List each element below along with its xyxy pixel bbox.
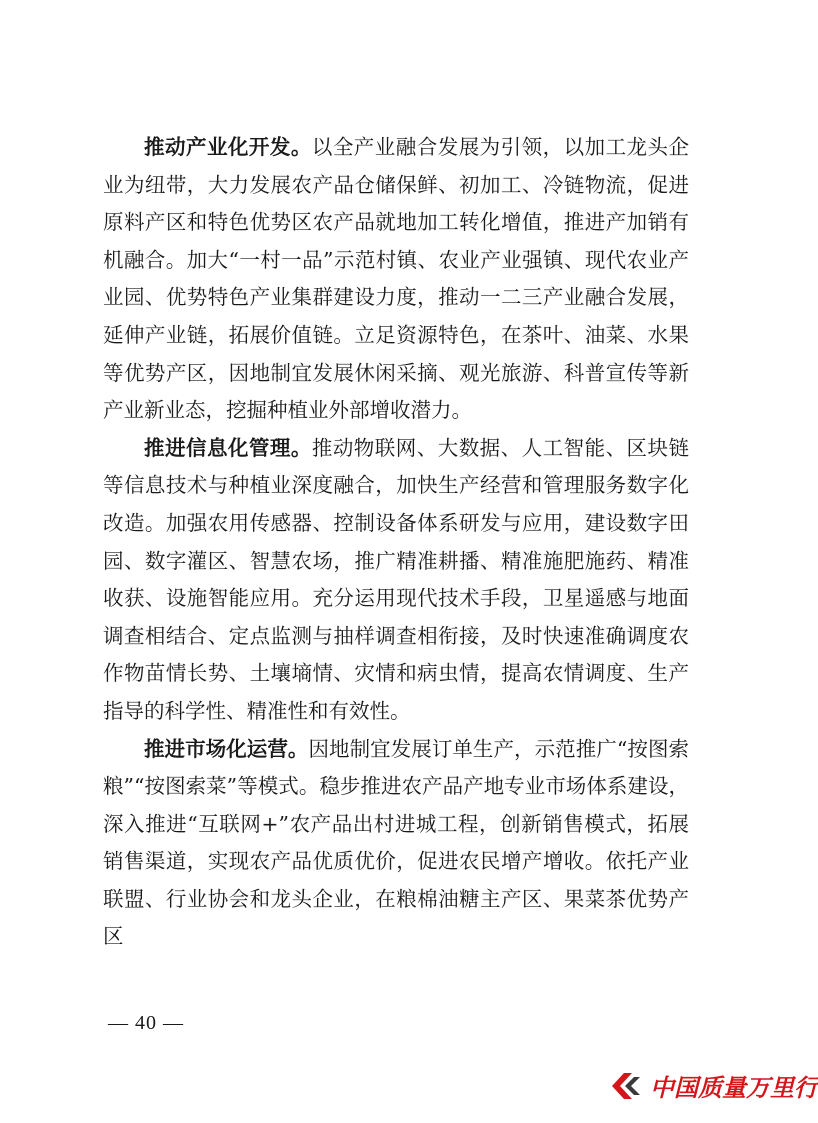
- page-number: — 40 —: [108, 1012, 184, 1034]
- paragraph-heading: 推进信息化管理。: [144, 435, 312, 460]
- paragraph-text: 因地制宜发展订单生产，示范推广“按图索粮”“按图索菜”等模式。稳步推进农产品产地专业市场体系建设，深入推进“互联网+”农产品出村进城工程，创新销售模式，拓展销售渠道，实现农产品优质优价，促进农民增产增收。依托产业联盟、行业协会和龙头企业，在粮棉油糖主产区、果菜茶优势产区: [103, 736, 689, 949]
- watermark: [610, 1068, 818, 1103]
- body-text: [103, 129, 689, 956]
- paragraph-heading: 推动产业化开发。: [144, 135, 312, 159]
- paragraph-informatization: [103, 430, 689, 731]
- paragraph-industrialization: [103, 129, 689, 430]
- paragraph-text: 以全产业融合发展为引领，以加工龙头企业为纽带，大力发展农产品仓储保鲜、初加工、冷链物流，促进原料产区和特色优势区农产品就地加工转化增值，推进产加销有机融合。加大“一村一品”示范村镇、农业产业强镇、现代农业产业园、优势特色产业集群建设力度，推动一二三产业融合发展，延伸产业链，拓展价值链。立足资源特色，在茶叶、油菜、水果等优势产区，因地制宜发展休闲采摘、观光旅游、科普宣传等新产业新业态，挖掘种植业外部增收潜力。: [103, 135, 690, 423]
- paragraph-text: 推动物联网、大数据、人工智能、区块链等信息技术与种植业深度融合，加快生产经营和管理服务数字化改造。加强农用传感器、控制设备体系研发与应用，建设数字田园、数字灌区、智慧农场，推广精准耕播、精准施肥施药、精准收获、设施智能应用。充分运用现代技术手段，卫星遥感与地面调查相结合、定点监测与抽样调查相衔接，及时快速准确调度农作物苗情长势、土壤墒情、灾情和病虫情，提高农情调度、生产指导的科学性、精准性和有效性。: [103, 435, 690, 723]
- watermark-text: 中国质量万里行: [650, 1074, 818, 1102]
- paragraph-heading: 推进市场化运营。: [144, 736, 309, 761]
- chevron-logo-icon: [610, 1071, 644, 1101]
- paragraph-marketization: [103, 731, 689, 957]
